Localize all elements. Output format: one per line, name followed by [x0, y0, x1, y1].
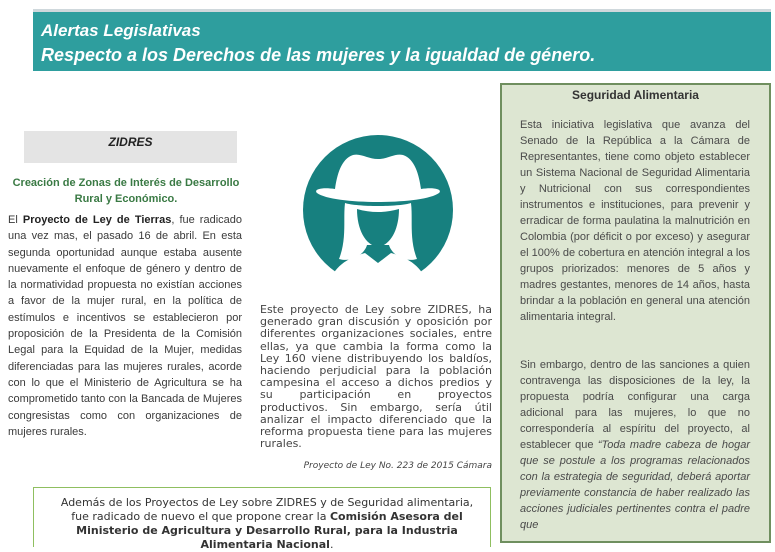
header-banner: [33, 9, 771, 71]
zidres-title: ZIDRES: [108, 135, 153, 149]
advisory-commission-text: [54, 496, 480, 552]
food-security-paragraph-2-start: Sin embargo, dentro de las sanciones a quien contravenga las disposiciones de la ley, la propuesta podría configurar una carga adicional para las mujeres, lo que no correspondería al espíritu del proyecto, al establecer que: [520, 359, 750, 451]
food-security-paragraph-2: [520, 357, 750, 533]
zidres-discussion-text: Este proyecto de Ley sobre ZIDRES, ha generado gran discusión y oposición por diferentes organizaciones sociales, entre ellas, ya que cambia la forma como la Ley 160 viene distribuyendo los baldíos, haciendo perjudicial para la población campesina el acceso a dichos predios y su participación en proyectos productivos. Sin embargo, sería útil analizar el impacto diferenciado que la reforma propuesta tiene para las mujeres rurales.: [260, 303, 492, 451]
banner-subtitle: Respecto a los Derechos de las mujeres y la igualdad de género.: [41, 45, 596, 65]
food-security-heading: Seguridad Alimentaria: [572, 88, 699, 102]
advisory-text-bold: Comisión Asesora del Ministerio de Agricultura y Desarrollo Rural, para la Industria Alimentaria Nacional: [76, 510, 463, 551]
advisory-text-end: .: [329, 538, 334, 551]
advisory-commission-box: [33, 487, 491, 551]
food-security-paragraph-1: Esta iniciativa legislativa que avanza del Senado de la República a la Cámara de Representantes, tiene como objeto establecer un Sistema Nacional de Seguridad Alimentaria y Nutricional con sus correspondientes instrumentos e instituciones, para prevenir y erradicar de forma paulatina la malnutrición en Colombia (por déficit o por exceso) y asegurar el 100% de cobertura en atención integral a los grupos priorizados: menores de 5 años y madres gestantes, menores de 14 años, hasta brindar a la población en general una atención alimentaria integral.: [520, 119, 750, 323]
food-security-panel: [500, 83, 771, 543]
zidres-paragraph-start: El: [8, 214, 23, 226]
woman-hat-icon: [303, 135, 453, 285]
zidres-subheading: Creación de Zonas de Interés de Desarrollo Rural y Económico.: [12, 177, 240, 205]
banner-title: Alertas Legislativas: [41, 21, 201, 40]
zidres-paragraph-bold: Proyecto de Ley de Tierras: [22, 214, 172, 226]
advisory-text-start: Además de los Proyectos de Ley sobre ZIDRES y de Seguridad alimentaria, fue radicado de nuevo el que propone crear la: [60, 496, 474, 523]
zidres-title-box: [24, 131, 237, 163]
zidres-paragraph-rest: , fue radicado una vez mas, el pasado 16 de abril. En esta segunda oportunidad aunque estaba ausente nuevamente el enfoque de género y dentro de la normatividad propuesta no existían acciones a favor de la mujer rural, en la política de estímulos e incentivos se establecieron por proposición de la Presidenta de la Comisión Legal para la Equidad de la Mujer, medidas diferenciadas para las mujeres rurales, acorde con lo que el Ministerio de Agricultura se ha comprometido tanto con la Bancada de Mujeres congresistas como con organizaciones de mujeres rurales.: [8, 214, 243, 438]
bill-caption: Proyecto de Ley No. 223 de 2015 Cámara: [303, 461, 492, 471]
zidres-paragraph: [8, 212, 242, 440]
food-security-quote: “Toda madre cabeza de hogar que se postule a los programas relacionados con la estrategia de seguridad, deberá aportar previamente constancia de haber realizado las acciones judiciales pertinentes contra el padre que: [520, 439, 750, 531]
